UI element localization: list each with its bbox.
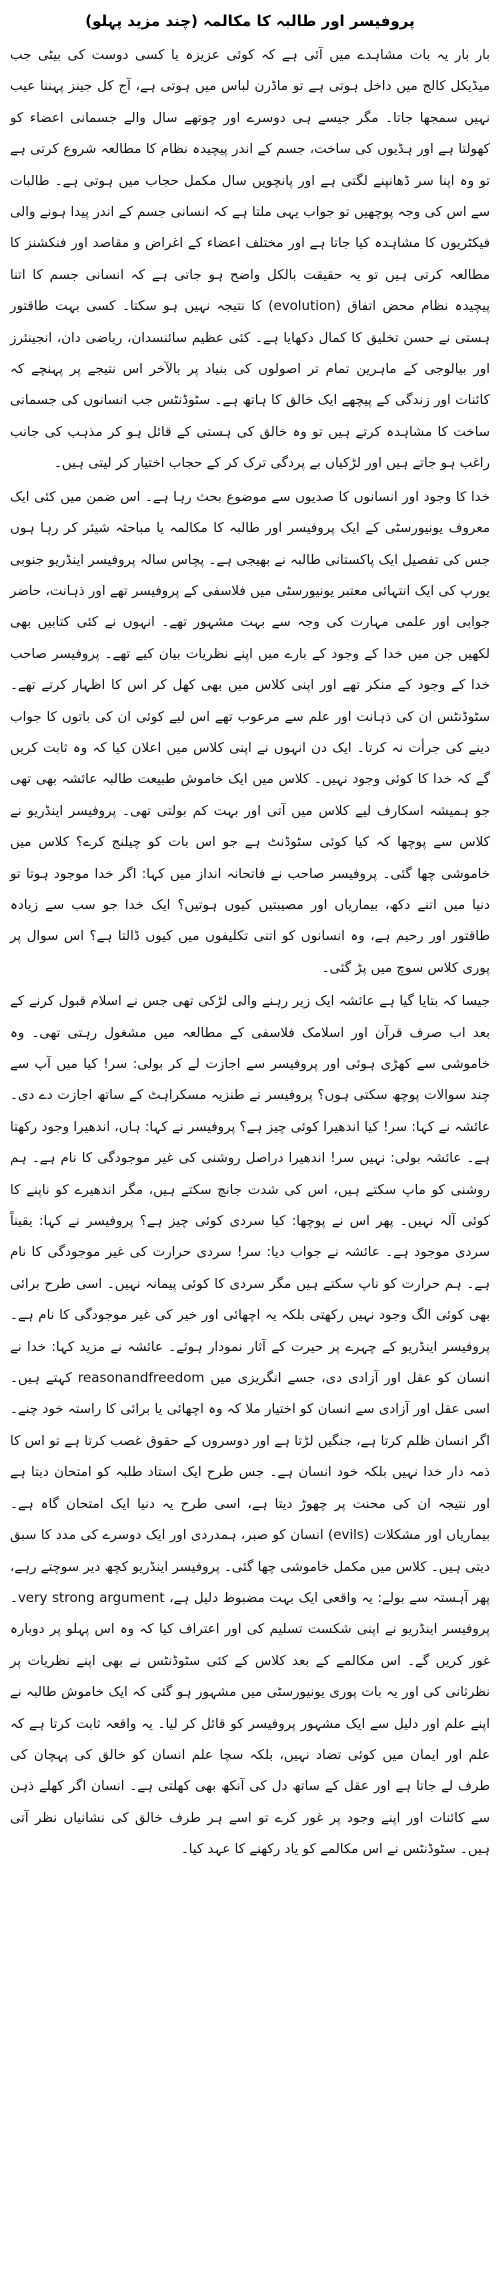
article-paragraph: جیسا کہ بتایا گیا ہے عائشہ ایک زیر رہنے والی لڑکی تھی جس نے اسلام قبول کرنے کے بعد اب صرف قرآن اور اسلامک فلاسفی کے مطالعہ میں مشغول رہتی تھی۔ وہ خاموشی سے کھڑی ہوئی اور پروفیسر سے اجازت لے کر بولی: سر! کیا میں آپ سے چند سوالات پوچھ سکتی ہوں؟ پروفیسر نے طنزیہ مسکراہٹ کے ساتھ اجازت دے دی۔ عائشہ نے کہا: سر! کیا اندھیرا کوئی چیز ہے؟ پروفیسر نے کہا: ہاں، اندھیرا وجود رکھتا ہے۔ عائشہ بولی: نہیں سر! اندھیرا دراصل روشنی کی غیر موجودگی کا نام ہے۔ ہم روشنی کو ماپ سکتے ہیں، اس کی شدت جانچ سکتے ہیں، مگر اندھیرے کو ناپنے کا کوئی آلہ نہیں۔ پھر اس نے پوچھا: کیا سردی کوئی چیز ہے؟ پروفیسر نے کہا: یقیناً سردی موجود ہے۔ عائشہ نے جواب دیا: سر! سردی حرارت کی غیر موجودگی کا نام ہے۔ ہم حرارت کو ناپ سکتے ہیں مگر سردی کا کوئی پیمانہ نہیں۔ اسی طرح برائی بھی کوئی الگ وجود نہیں رکھتی بلکہ یہ اچھائی اور خیر کی غیر موجودگی کا نام ہے۔ پروفیسر اینڈریو کے چہرے پر حیرت کے آثار نمودار ہوئے۔ عائشہ نے مزید کہا: خدا نے انسان کو عقل اور آزادی دی، جسے انگریزی میں reasonandfreedom کہتے ہیں۔ اسی عقل اور آزادی سے انسان کو اختیار ملا کہ وہ اچھائی یا برائی کا راستہ خود چنے۔ اگر انسان ظلم کرتا ہے، جنگیں لڑتا ہے اور دوسروں کے حقوق غصب کرتا ہے تو اس کا ذمہ دار خدا نہیں بلکہ خود انسان ہے۔ جس طرح ایک استاد طلبہ کو امتحان دیتا ہے اور نتیجہ ان کی محنت پر چھوڑ دیتا ہے، اسی طرح یہ دنیا ایک امتحان گاہ ہے۔ بیماریاں اور مشکلات (evils) انسان کو صبر، ہمدردی اور ایک دوسرے کی مدد کا سبق دیتی ہیں۔ کلاس میں مکمل خاموشی چھا گئی۔ پروفیسر اینڈریو کچھ دیر سوچتے رہے، پھر آہستہ سے بولے: یہ واقعی ایک بہت مضبوط دلیل ہے، very strong argument۔ پروفیسر اینڈریو نے اپنی شکست تسلیم کی اور اعتراف کیا کہ وہ اس پہلو پر دوبارہ غور کریں گے۔ اس مکالمے کے بعد کلاس کے کئی سٹوڈنٹس نے بھی اپنے نظریات پر نظرثانی کی اور یہ بات پوری یونیورسٹی میں مشہور ہو گئی کہ ایک خاموش طالبہ نے اپنے علم اور دلیل سے ایک مشہور پروفیسر کو قائل کر لیا۔ یہ واقعہ ثابت کرتا ہے کہ علم اور ایمان میں کوئی تضاد نہیں، بلکہ سچا علم انسان کو خالق کی پہچان کی طرف لے جاتا ہے اور عقل کے ساتھ دل کی آنکھ بھی کھلتی ہے۔ انسان اگر کھلے ذہن سے کائنات اور اپنے وجود پر غور کرے تو اسے ہر طرف خالق کی نشانیاں نظر آتی ہیں۔ سٹوڈنٹس نے اس مکالمے کو یاد رکھنے کا عہد کیا۔: [10, 994, 490, 1858]
article-paragraph: خدا کا وجود اور انسانوں کا صدیوں سے موضوع بحث رہا ہے۔ اس ضمن میں کئی ایک معروف یونیورسٹی کے ایک پروفیسر اور طالبہ کا مکالمہ یا مباحثہ شیئر کر رہا ہوں جس کی تفصیل ایک پاکستانی طالبہ نے بھیجی ہے۔ پچاس سالہ پروفیسر اینڈریو جنوبی یورپ کی ایک انتہائی معتبر یونیورسٹی میں فلاسفی کے پروفیسر تھے اور ذہانت، حاضر جوابی اور علمی مہارت کی وجہ سے بہت مشہور تھے۔ انہوں نے کئی کتابیں بھی لکھیں جن میں خدا کے وجود کے بارے میں اپنے نظریات بیان کیے تھے۔ پروفیسر صاحب خدا کے وجود کے منکر تھے اور اپنی کلاس میں بھی کھل کر اس کا اظہار کرتے تھے۔ سٹوڈنٹس ان کی ذہانت اور علم سے مرعوب تھے اس لیے کوئی ان کی باتوں کا جواب دینے کی جرأت نہ کرتا۔ ایک دن انہوں نے اپنی کلاس میں اعلان کیا کہ وہ ثابت کریں گے کہ خدا کا کوئی وجود نہیں۔ کلاس میں ایک خاموش طبیعت طالبہ عائشہ بھی تھی جو ہمیشہ اسکارف لیے کلاس میں آتی اور بہت کم بولتی تھی۔ پروفیسر اینڈریو نے کلاس سے پوچھا کہ کیا کوئی سٹوڈنٹ ہے جو اس بات کو چیلنج کرے؟ کلاس میں خاموشی چھا گئی۔ پروفیسر صاحب نے فاتحانہ انداز میں کہا: اگر خدا موجود ہوتا تو دنیا میں اتنے دکھ، بیماریاں اور مصیبتیں کیوں ہوتیں؟ ایک خدا جو سب سے زیادہ طاقتور اور رحیم ہے، وہ انسانوں کو اتنی تکلیفوں میں کیوں ڈالتا ہے؟ اس سوال پر پوری کلاس سوچ میں پڑ گئی۔: [10, 489, 490, 976]
article-headline: پروفیسر اور طالبہ کا مکالمہ (چند مزید پہلو): [85, 12, 415, 30]
article-body: [10, 40, 490, 1866]
article-paragraph: بار بار یہ بات مشاہدے میں آئی ہے کہ کوئی عزیزہ یا کسی دوست کی بیٹی جب میڈیکل کالج میں داخل ہوتی ہے تو ماڈرن لباس میں ہوتی ہے، آج کل جینز پہننا عیب نہیں سمجھا جاتا۔ مگر جیسے ہی دوسرے اور چوتھے سال والے جسمانی اعضاء کو کھولتا ہے اور ہڈیوں کی ساخت، جسم کے اندر پیچیدہ نظام کا مطالعہ شروع کرتی ہے تو وہ اپنا سر ڈھانپنے لگتی ہے اور پانچویں سال مکمل حجاب میں ہوتی ہے۔ طالبات سے اس کی وجہ پوچھیں تو جواب یہی ملتا ہے کہ انسانی جسم کے اندر پیدا ہونے والی فیکٹریوں کا مشاہدہ کیا جاتا ہے اور مختلف اعضاء کے اغراض و مقاصد اور فنکشنز کا مطالعہ کرتی ہیں تو یہ حقیقت بالکل واضح ہو جاتی ہے کہ انسانی جسم کا اتنا پیچیدہ نظام محض اتفاق (evolution) کا نتیجہ نہیں ہو سکتا۔ کسی بہت طاقتور ہستی نے حسن تخلیق کا کمال دکھایا ہے۔ کئی عظیم سائنسدان، ریاضی دان، انجینئرز اور بیالوجی کے ماہرین تمام تر اصولوں کی بنیاد پر بالآخر اس نتیجے پر پہنچے کہ کائنات اور زندگی کے پیچھے ایک خالق کا ہاتھ ہے۔ سٹوڈنٹس جب انسانوں کی جسمانی ساخت کا مشاہدہ کرتے ہیں تو وہ خالق کی ہستی کے قائل ہو کر مذہب کی جانب راغب ہو جاتے ہیں اور لڑکیاں بے پردگی ترک کر کے حجاب اختیار کر لیتی ہیں۔: [10, 48, 490, 472]
